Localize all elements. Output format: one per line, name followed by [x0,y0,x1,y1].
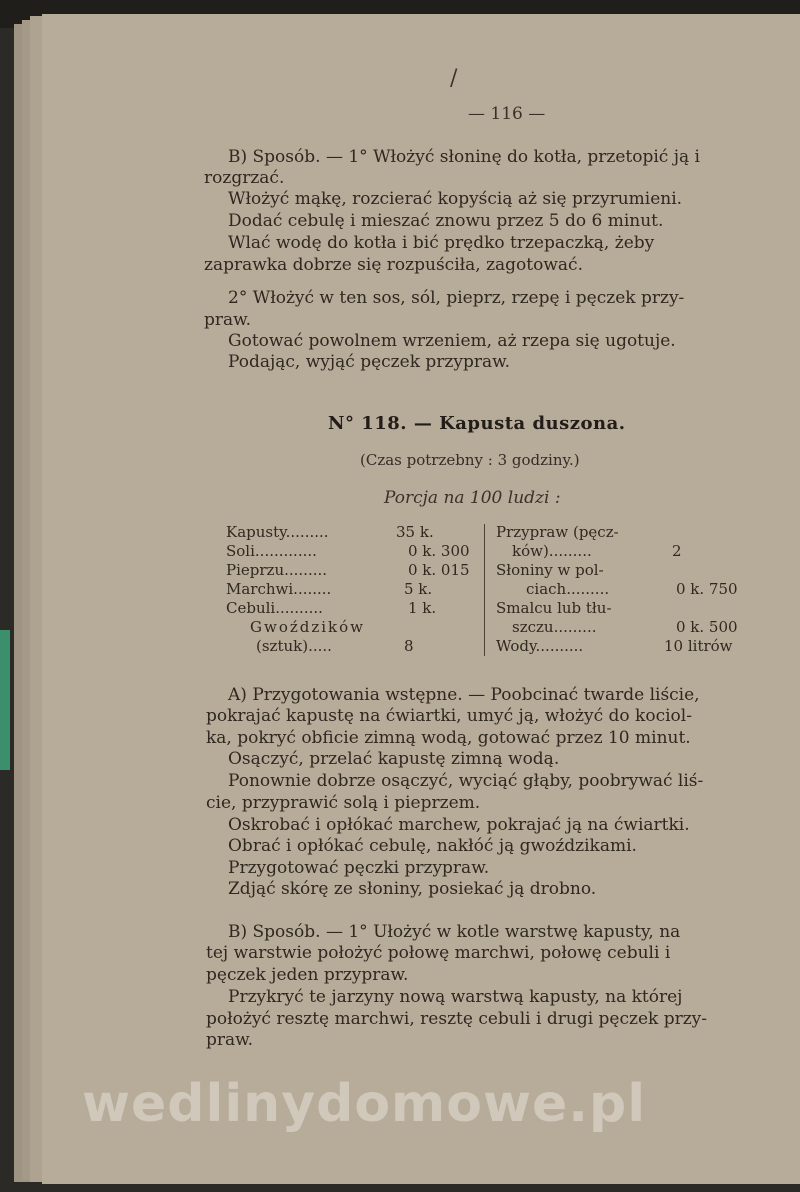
top-mark: / [450,66,458,91]
ingredient-qty: 0 k. 015 [408,561,470,579]
text-line: praw. [206,1030,254,1050]
ingredient-qty: 0 k. 750 [676,580,738,598]
text-line: Przykryć te jarzyny nową warstwą kapusty, na której [228,987,683,1007]
text-line: Wlać wodę do kotła i bić prędko trzepaczką, żeby [228,233,655,253]
ingredient-name: (sztuk)..... [256,637,332,655]
ingredient-name: Kapusty......... [226,523,329,541]
text-line: B) Sposób. — 1° Włożyć słoninę do kotła, przetopić ją i [228,147,700,167]
text-line: Ponownie dobrze osączyć, wyciąć głąby, poobrywać liś- [228,771,704,791]
ingredient-name: ków)......... [512,542,592,560]
text-line: Obrać i opłókać cebulę, nakłóć ją gwoździkami. [228,836,637,856]
ingredient-name: Pieprzu......... [226,561,328,579]
ingredient-name: Gwoździków [250,618,366,636]
text-line: praw. [204,310,252,330]
ingredient-name: Cebuli.......... [226,599,323,617]
text-line: 2° Włożyć w ten sos, sól, pieprz, rzepę i pęczek przy- [228,288,685,308]
table-divider [484,524,485,656]
recipe-title: N° 118. — Kapusta duszona. [328,413,626,434]
ingredient-name: Soli............. [226,542,317,560]
text-line: Włożyć mąkę, rozcierać kopyścią aż się przyrumieni. [228,189,683,209]
text-line: A) Przygotowania wstępne. — Poobcinać twarde liście, [228,685,700,705]
ingredient-qty: 10 litrów [664,637,733,655]
text-line: Zdjąć skórę ze słoniny, posiekać ją drobno. [228,879,597,899]
text-line: cie, przyprawić solą i pieprzem. [206,793,481,813]
text-line: B) Sposób. — 1° Ułożyć w kotle warstwę kapusty, na [228,922,681,942]
bookmark-tab [0,630,10,770]
text-line: Oskrobać i opłókać marchew, pokrajać ją na ćwiartki. [228,815,690,835]
ingredient-qty: 8 [404,637,414,655]
text-line: Podając, wyjąć pęczek przypraw. [228,352,511,372]
watermark: wedlinydomowe.pl [82,1074,647,1134]
text-line: pęczek jeden przypraw. [206,965,409,985]
ingredient-name: Przypraw (pęcz- [496,523,619,541]
portion-heading: Porcja na 100 ludzi : [384,488,561,508]
page-number: — 116 — [468,104,546,124]
text-line: pokrajać kapustę na ćwiartki, umyć ją, włożyć do kociol- [206,706,692,726]
ingredient-qty: 2 [672,542,682,560]
text-line: zaprawka dobrze się rozpuściła, zagotować. [204,255,583,275]
ingredient-name: ciach......... [526,580,610,598]
ingredient-name: szczu......... [512,618,597,636]
text-line: ka, pokryć obficie zimną wodą, gotować przez 10 minut. [206,728,691,748]
text-line: Gotować powolnem wrzeniem, aż rzepa się ugotuje. [228,331,676,351]
ingredient-name: Wody.......... [496,637,584,655]
text-line: rozgrzać. [204,168,285,188]
ingredient-name: Smalcu lub tłu- [496,599,612,617]
recipe-time: (Czas potrzebny : 3 godziny.) [360,451,580,469]
ingredient-name: Słoniny w pol- [496,561,604,579]
text-line: Przygotować pęczki przypraw. [228,858,490,878]
text-line: Osączyć, przelać kapustę zimną wodą. [228,749,560,769]
text-line: tej warstwie położyć połowę marchwi, połowę cebuli i [206,943,671,963]
ingredient-qty: 0 k. 300 [408,542,470,560]
text-line: położyć resztę marchwi, resztę cebuli i drugi pęczek przy- [206,1009,708,1029]
ingredient-qty: 35 k. [396,523,434,541]
ingredient-qty: 0 k. 500 [676,618,738,636]
ingredient-qty: 1 k. [408,599,437,617]
text-line: Dodać cebulę i mieszać znowu przez 5 do 6 minut. [228,211,664,231]
ingredient-qty: 5 k. [404,580,433,598]
ingredient-name: Marchwi........ [226,580,332,598]
